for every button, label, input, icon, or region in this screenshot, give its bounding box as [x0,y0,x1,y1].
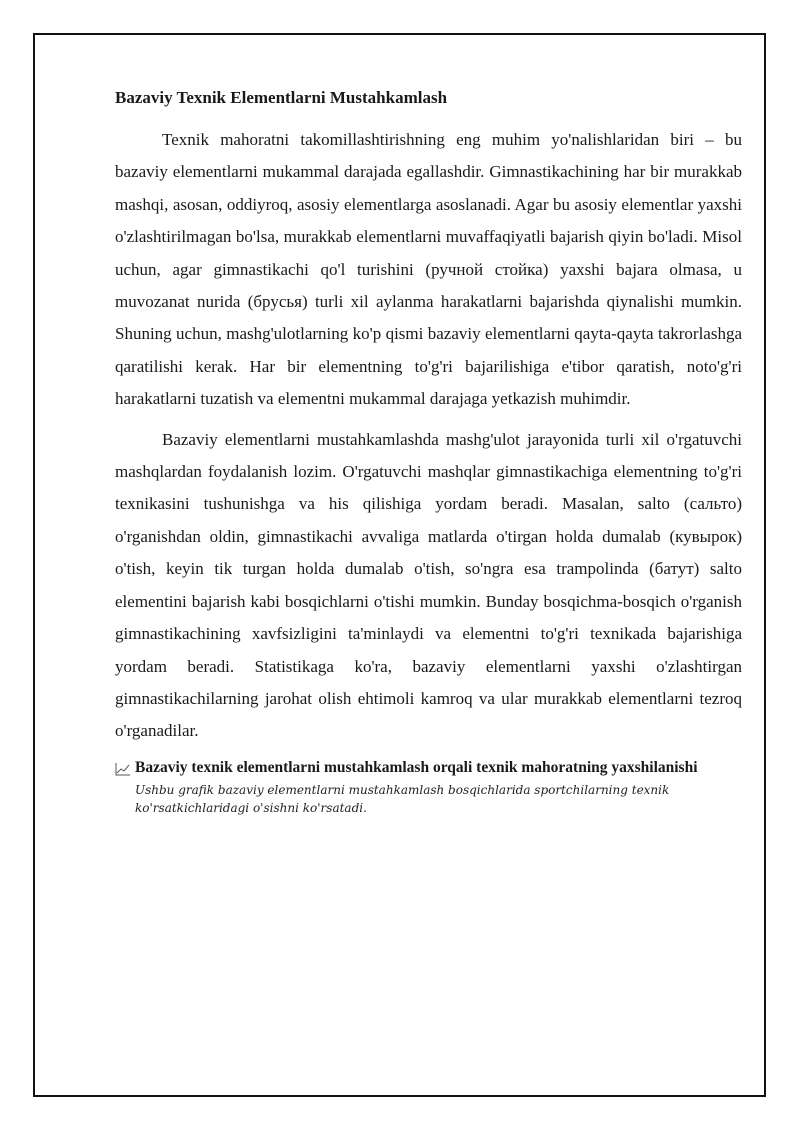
document-body [115,84,742,817]
chart-caption [115,757,742,817]
paragraph-2: Bazaviy elementlarni mustahkamlashda mashg'ulot jarayonida turli xil o'rgatuvchi mashqlardan foydalanish lozim. O'rgatuvchi mashqlar gimnastikachiga elementning to'g'ri texnikasini tushunishga va his qilishiga yordam beradi. Masalan, salto (сальто) o'rganishdan oldin, gimnastikachi avvaliga matlarda o'tirgan holda dumalab (кувырок) o'tish, keyin tik turgan holda dumalab o'tish, so'ngra esa trampolinda (батут) salto elementini bajarish kabi bosqichlarni o'tishi mumkin. Bunday bosqichma-bosqich o'rganish gimnastikachining xavfsizligini ta'minlaydi va elementni to'g'ri texnikada bajarishiga yordam beradi. Statistikaga ko'ra, bazaviy elementlarni yaxshi o'zlashtirgan gimnastikachilarning jarohat olish ehtimoli kamroq va ular murakkab elementlarni tezroq o'rganadilar. [115,429,742,741]
section-heading: Bazaviy Texnik Elementlarni Mustahkamlash [115,88,448,107]
paragraph-1: Texnik mahoratni takomillashtirishning eng muhim yo'nalishlaridan biri – bu bazaviy elementlarni mukammal darajada egallashdir. Gimnastikachining har bir murakkab mashqi, asosan, oddiyroq, asosiy elementlarga asoslanadi. Agar bu asosiy elementlar yaxshi o'zlashtirilmagan bo'lsa, murakkab elementlarni muvaffaqiyatli bajarish qiyin bo'ladi. Misol uchun, agar gimnastikachi qo'l turishini (ручной стойка) yaxshi bajara olmasa, u muvozanat nurida (брусья) turli xil aylanma harakatlarni bajarishda qiynalishi mumkin. Shuning uchun, mashg'ulotlarning ko'p qismi bazaviy elementlarni qayta-qayta takrorlashga qaratilishi kerak. Har bir elementning to'g'ri bajarilishiga e'tibor qaratish, noto'g'ri harakatlarni tuzatish va elementni mukammal darajaga yetkazish muhimdir. [115,130,742,409]
chart-caption-title-row [115,757,742,779]
chart-line-icon [115,761,131,775]
chart-caption-title: Bazaviy texnik elementlarni mustahkamlash orqali texnik mahoratning yaxshilanishi [135,758,698,776]
chart-caption-description: Ushbu grafik bazaviy elementlarni mustahkamlash bosqichlarida sportchilarning texnik ko'rsatkichlaridagi o'sishni ko'rsatadi. [135,782,670,815]
